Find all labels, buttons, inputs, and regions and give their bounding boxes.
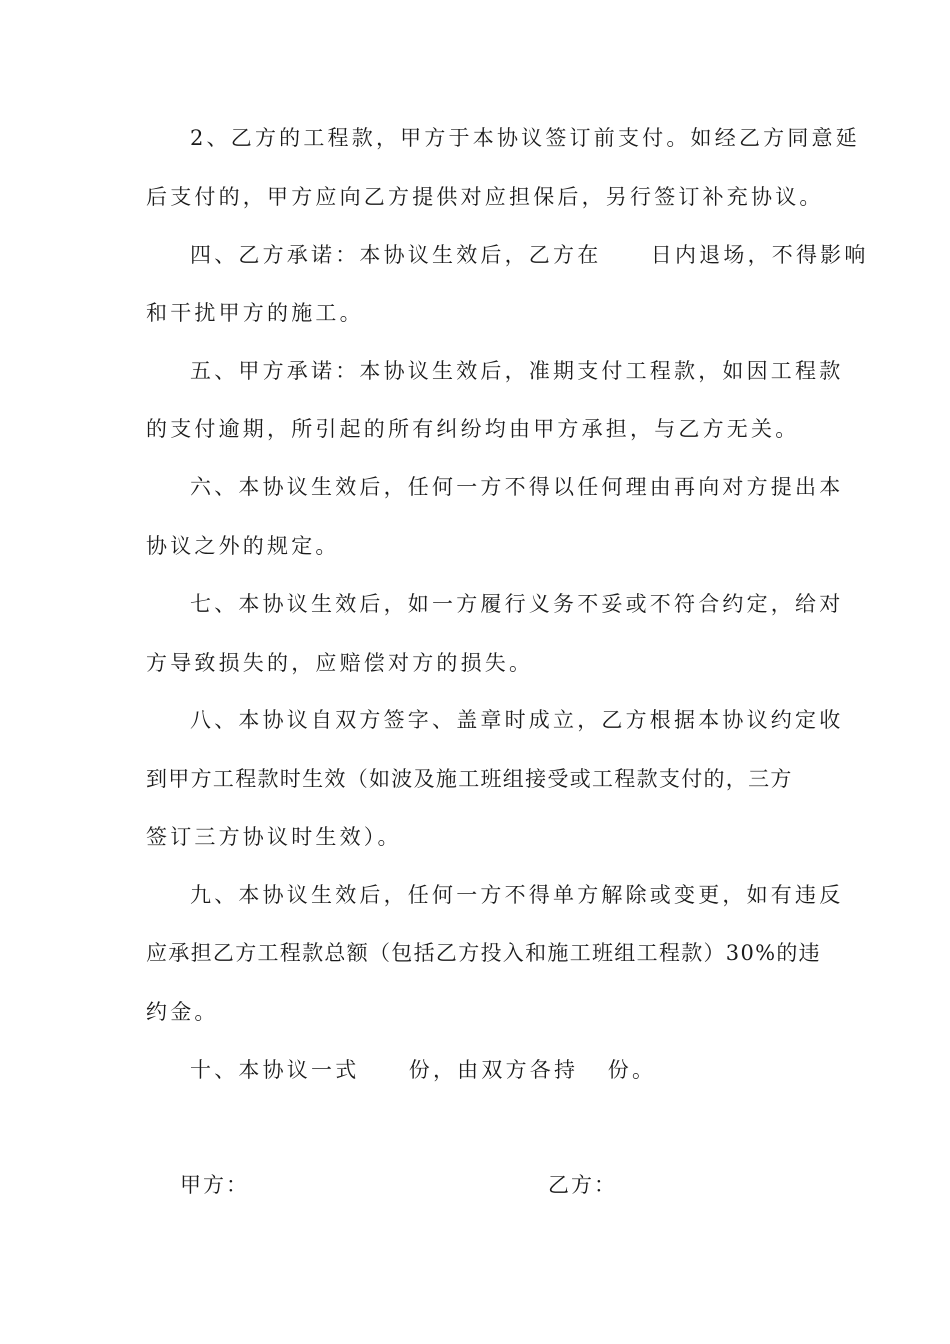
clause-2-line-2: 后支付的，甲方应向乙方提供对应担保后，另行签订补充协议。 — [146, 185, 824, 209]
clause-5-line-1: 五、甲方承诺：本协议生效后，准期支付工程款，如因工程款 — [190, 359, 844, 383]
clause-5-line-2: 的支付逾期，所引起的所有纠纷均由甲方承担，与乙方无关。 — [146, 417, 800, 441]
clause-8-line-2: 到甲方工程款时生效（如波及施工班组接受或工程款支付的，三方 — [146, 767, 793, 791]
clause-7-line-2: 方导致损失的，应赔偿对方的损失。 — [146, 651, 534, 675]
clause-4-line-2: 和干扰甲方的施工。 — [146, 301, 364, 325]
clause-8-line-1: 八、本协议自双方签字、盖章时成立，乙方根据本协议约定收 — [190, 708, 844, 732]
clause-10-line-1: 十、本协议一式 份，由双方各持 份。 — [190, 1058, 657, 1082]
party-b-signature-label: 乙方： — [548, 1173, 617, 1197]
clause-6-line-1: 六、本协议生效后，任何一方不得以任何理由再向对方提出本 — [190, 475, 844, 499]
clause-4-line-1: 四、乙方承诺：本协议生效后，乙方在 日内退场，不得影响 — [190, 243, 869, 267]
clause-6-line-2: 协议之外的规定。 — [146, 534, 340, 558]
clause-8-line-3: 签订三方协议时生效）。 — [146, 825, 402, 849]
clause-9-line-1: 九、本协议生效后，任何一方不得单方解除或变更，如有违反 — [190, 883, 844, 907]
clause-7-line-1: 七、本协议生效后，如一方履行义务不妥或不符合约定，给对 — [190, 592, 844, 616]
clause-9-line-2: 应承担乙方工程款总额（包括乙方投入和施工班组工程款）30%的违 — [146, 941, 821, 965]
clause-2-line-1: 2、乙方的工程款，甲方于本协议签订前支付。如经乙方同意延 — [190, 126, 860, 150]
party-a-signature-label: 甲方： — [180, 1173, 249, 1197]
clause-9-line-3: 约金。 — [146, 1000, 219, 1024]
